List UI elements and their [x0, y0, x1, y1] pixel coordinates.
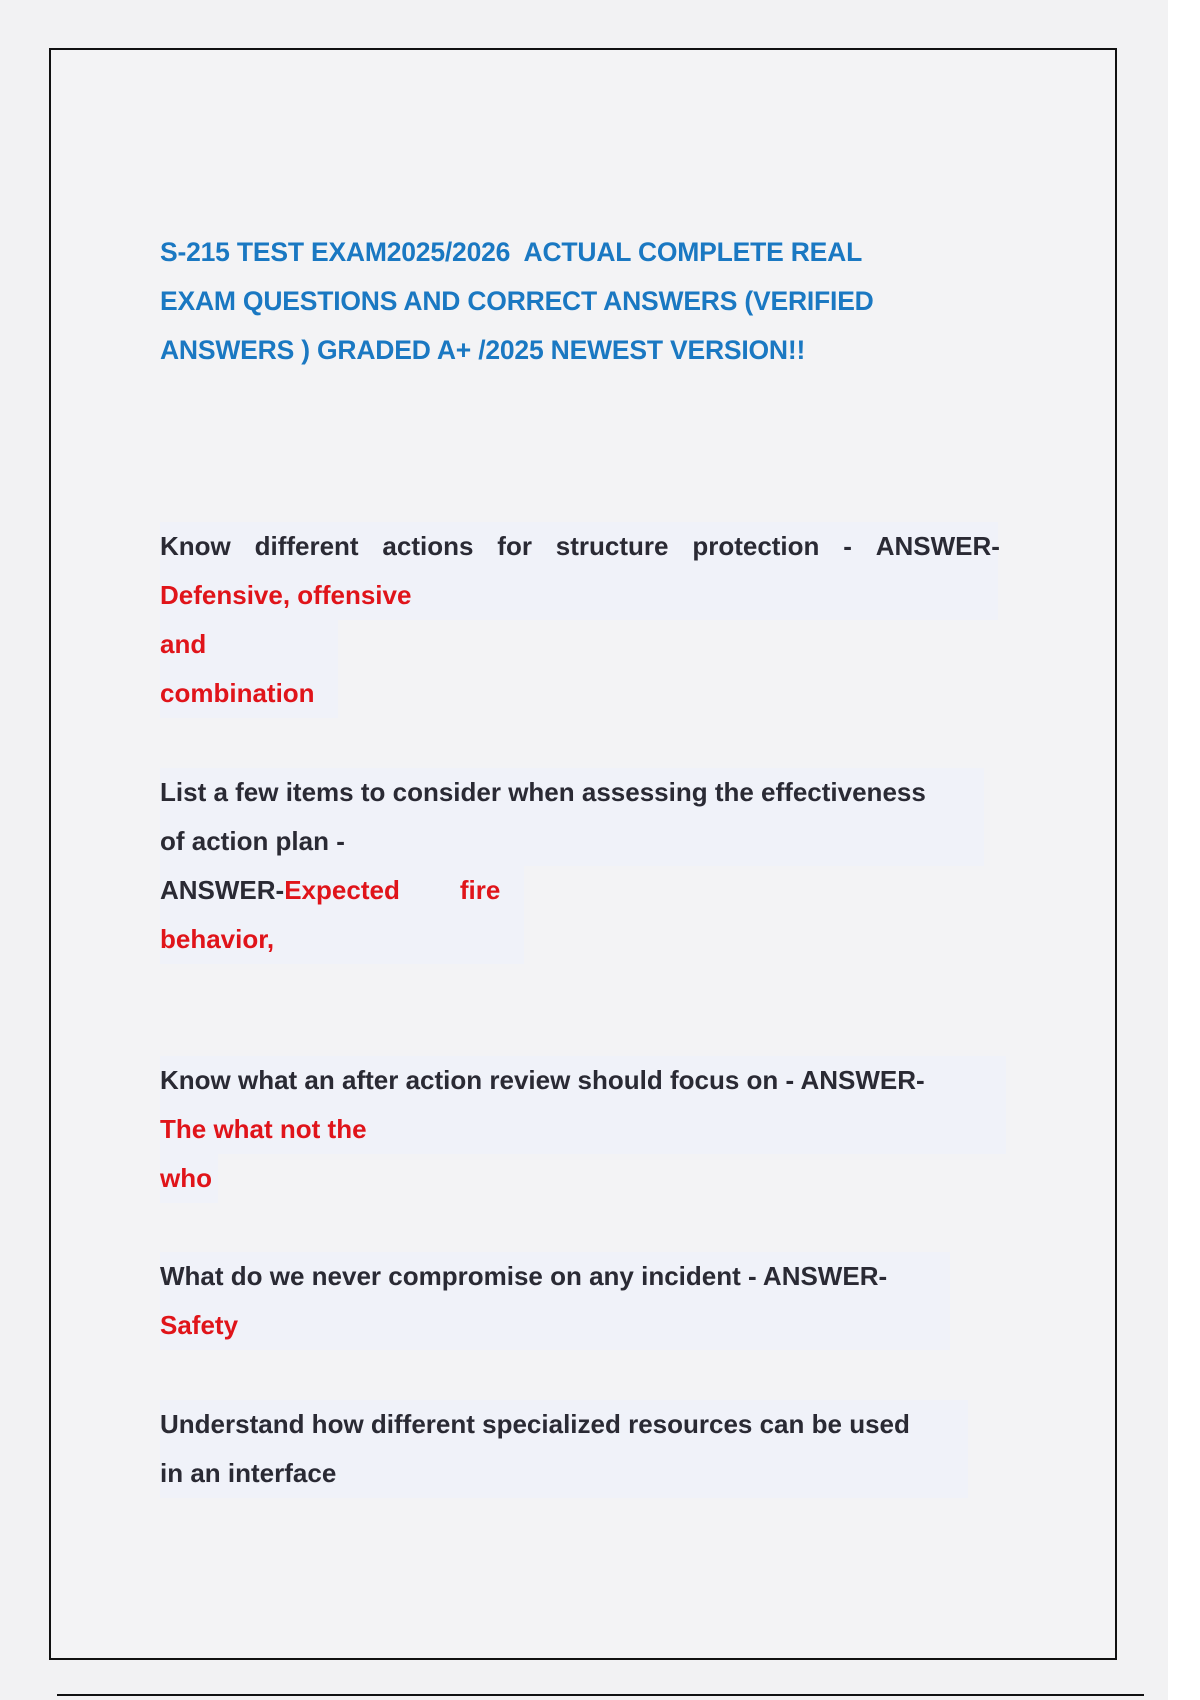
question-text: Know different actions for structure protection - ANSWER-	[160, 531, 1000, 561]
answer-text: Safety	[160, 1310, 239, 1340]
qa-item-1-answer-band	[160, 620, 338, 718]
question-text: Understand how different specialized resources can be used	[160, 1409, 910, 1439]
answer-text: fire	[459, 875, 501, 905]
question-text: of action plan -	[160, 826, 345, 856]
qa-item-2-answer-band	[160, 866, 524, 964]
qa-item-1	[160, 522, 1010, 718]
question-text: What do we never compromise on any incident - ANSWER-	[160, 1261, 888, 1291]
answer-text: The what not the	[160, 1114, 367, 1144]
qa-item-5-band	[160, 1400, 968, 1498]
qa-item-3	[160, 1056, 1010, 1203]
next-page-edge	[57, 1694, 1144, 1696]
qa-item-5	[160, 1400, 1010, 1498]
qa-item-2-band	[160, 768, 984, 866]
question-text: in an interface	[160, 1458, 337, 1488]
qa-item-2	[160, 768, 1010, 964]
answer-text: who	[160, 1163, 212, 1193]
document-title	[160, 228, 960, 375]
answer-text: and	[160, 629, 207, 659]
viewer-scroll-gutter[interactable]	[1168, 0, 1200, 1700]
qa-item-4-band	[160, 1252, 950, 1350]
qa-item-4	[160, 1252, 1010, 1350]
answer-prefix: ANSWER-	[160, 875, 285, 905]
answer-line	[160, 866, 524, 915]
answer-text: Expected	[284, 875, 400, 905]
qa-item-1-band	[160, 522, 998, 620]
question-text: List a few items to consider when assessing the effectiveness	[160, 777, 926, 807]
title-line: ANSWERS ) GRADED A+ /2025 NEWEST VERSION!!	[160, 335, 806, 365]
answer-text: Defensive, offensive	[160, 580, 412, 610]
qa-item-3-answer-band	[160, 1154, 218, 1203]
question-text: Know what an after action review should focus on - ANSWER-	[160, 1065, 925, 1095]
document-page	[49, 48, 1117, 1660]
title-line: EXAM QUESTIONS AND CORRECT ANSWERS (VERIFIED	[160, 286, 874, 316]
answer-text: behavior,	[160, 924, 275, 954]
title-line: S-215 TEST EXAM2025/2026 ACTUAL COMPLETE REAL	[160, 237, 863, 267]
answer-text: combination	[160, 678, 315, 708]
qa-item-3-band	[160, 1056, 1006, 1154]
